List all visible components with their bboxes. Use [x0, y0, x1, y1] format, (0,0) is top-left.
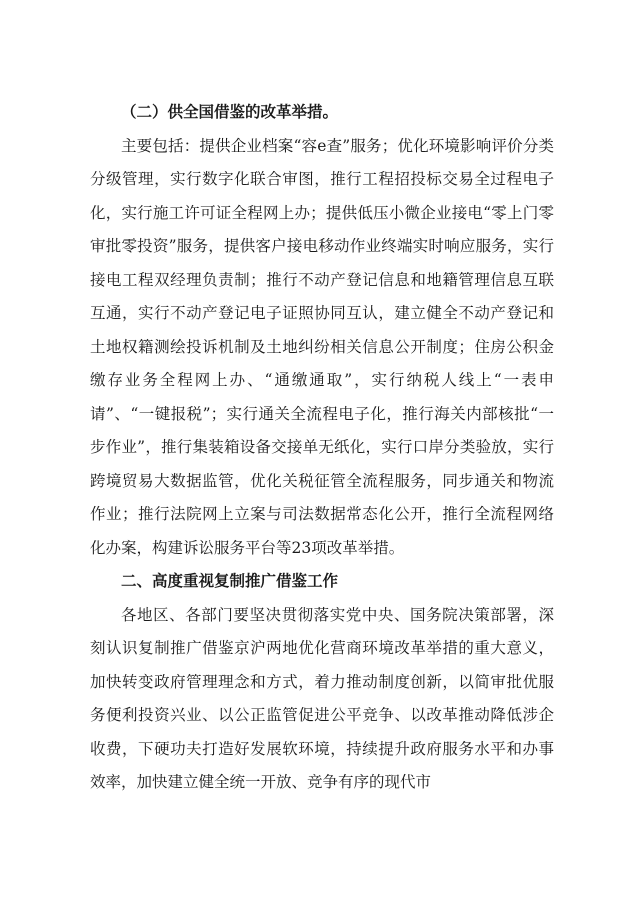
paragraph: 各地区、各部门要坚决贯彻落实党中央、国务院决策部署，深刻认识复制推广借鉴京沪两地优化营商环境改革举措的重大意义，加快转变政府管理理念和方式，着力推动制度创新，以简审批优服务便利投资兴业、以公正监管促进公平竞争、以改革推动降低涉企收费，下硬功夫打造好发展软环境，持续提升政府服务水平和办事效率，加快建立健全统一开放、竞争有序的现代市	[90, 605, 554, 791]
section-heading: 二、高度重视复制推广借鉴工作	[121, 572, 339, 590]
document-body	[90, 96, 554, 800]
paragraph: 主要包括：提供企业档案“容e查”服务；优化环境影响评价分类分级管理，实行数字化联合审图，推行工程招投标交易全过程电子化，实行施工许可证全程网上办；提供低压小微企业接电“零上门零审批零投资”服务，提供客户接电移动作业终端实时响应服务，实行接电工程双经理负责制；推行不动产登记信息和地籍管理信息互联互通，实行不动产登记电子证照协同互认，建立健全不动产登记和土地权籍测绘投诉机制及土地纠纷相关信息公开制度；住房公积金缴存业务全程网上办、“通缴通取”，实行纳税人线上“一表申请”、“一键报税”；实行通关全流程电子化，推行海关内部核批“一步作业”，推行集装箱设备交接单无纸化，实行口岸分类验放，实行跨境贸易大数据监管，优化关税征管全流程服务，同步通关和物流作业；推行法院网上立案与司法数据常态化公开，推行全流程网络化办案，构建诉讼服务平台等23项改革举措。	[90, 136, 554, 557]
subheading: （二）供全国借鉴的改革举措。	[121, 103, 339, 121]
